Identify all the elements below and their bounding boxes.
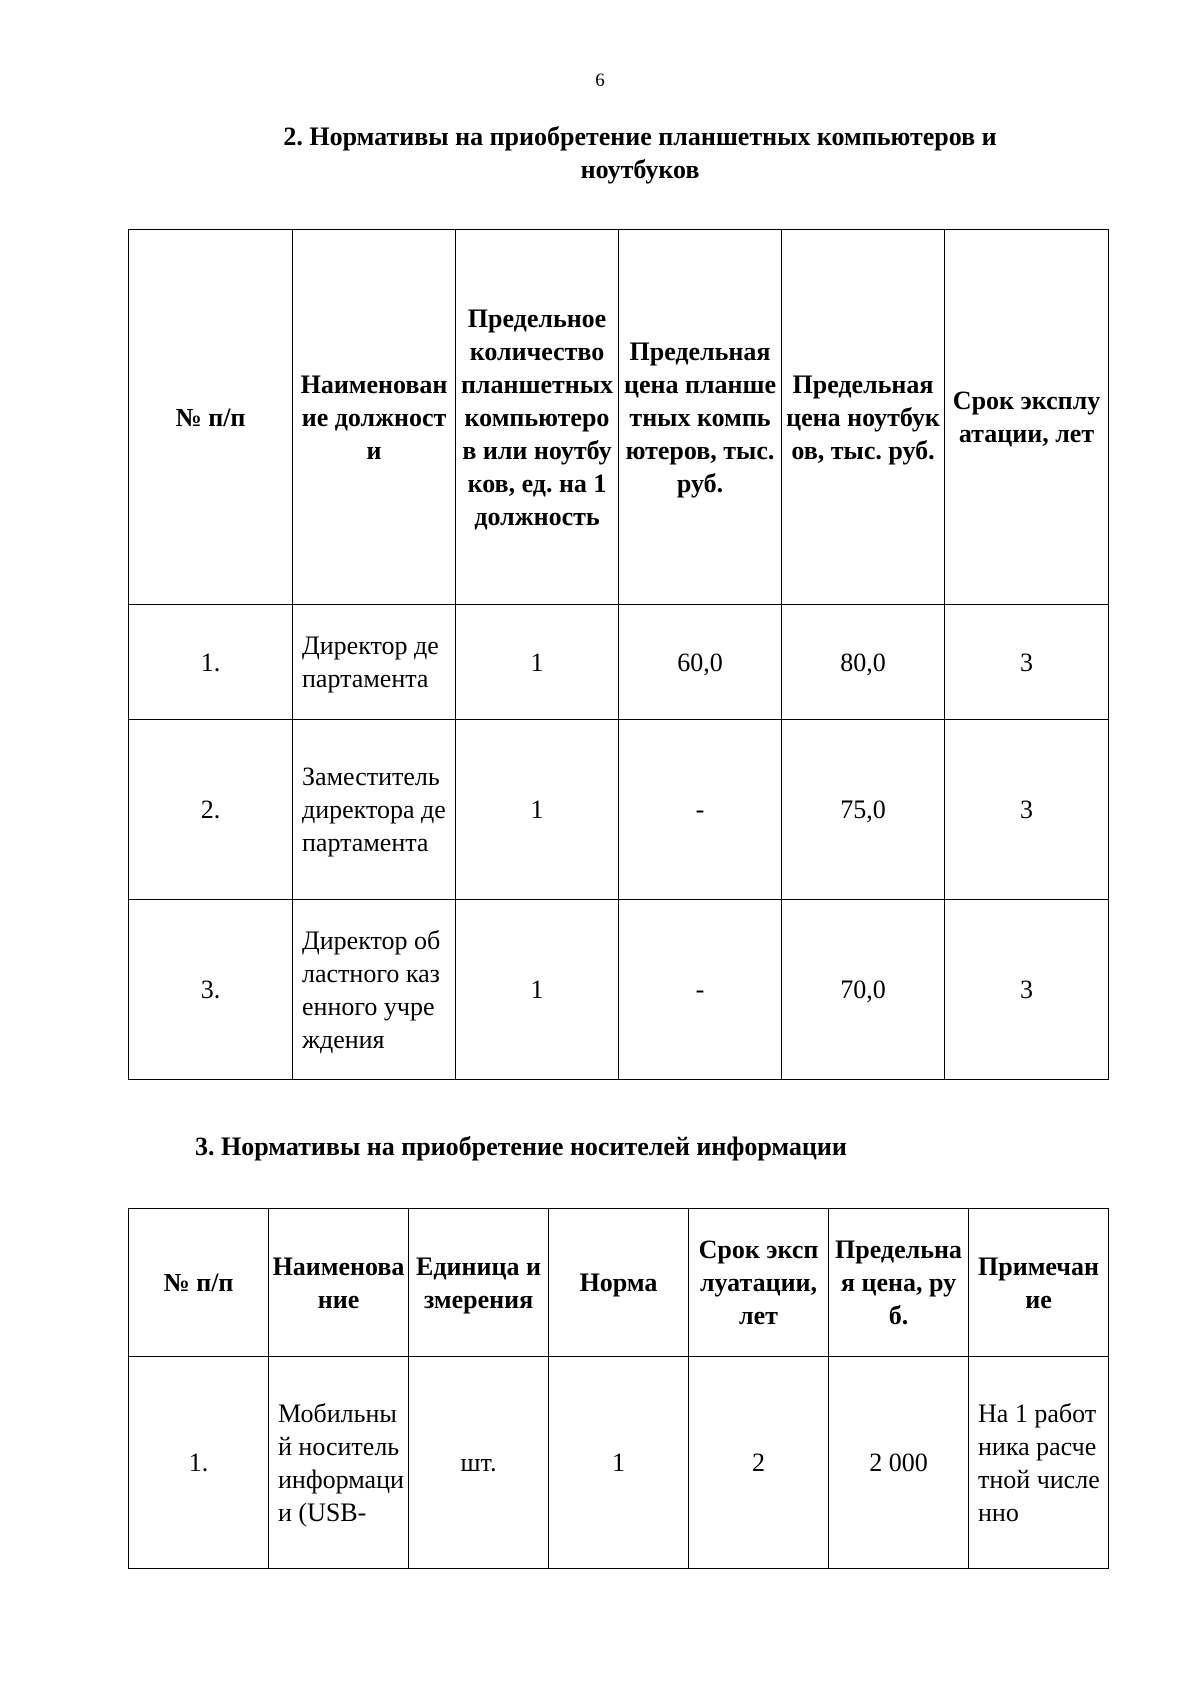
header-name: Наименование (269, 1209, 409, 1357)
cell-tablet-price: - (619, 900, 782, 1080)
cell-position: Заместитель директора департамента (293, 720, 456, 900)
storage-media-norms-table (128, 1208, 1109, 1569)
cell-number: 2. (129, 720, 293, 900)
header-service-life: Срок эксплуатации, лет (689, 1209, 829, 1357)
header-note: Примечание (969, 1209, 1109, 1357)
cell-quantity: 1 (456, 720, 619, 900)
header-unit: Единица измерения (409, 1209, 549, 1357)
cell-max-price: 2 000 (829, 1357, 969, 1569)
section-2-title-line1: 2. Нормативы на приобретение планшетных компьютеров и (283, 122, 997, 151)
cell-service-life: 3 (945, 605, 1109, 720)
section-3-title: 3. Нормативы на приобретение носителей информации (195, 1132, 847, 1161)
header-max-quantity: Предельное количество планшетных компьютеров или ноутбуков, ед. на 1 должность (456, 230, 619, 605)
cell-note: На 1 работника расчетной численно (969, 1357, 1109, 1569)
table-row (129, 720, 1109, 900)
header-service-life: Срок эксплуатации, лет (945, 230, 1109, 605)
cell-service-life: 3 (945, 900, 1109, 1080)
laptops-norms-table (128, 229, 1109, 1080)
cell-laptop-price: 70,0 (782, 900, 945, 1080)
cell-service-life: 3 (945, 720, 1109, 900)
cell-position: Директор департамента (293, 605, 456, 720)
table-row (129, 605, 1109, 720)
section-2-title (200, 120, 1080, 186)
cell-name: Мобильный носитель информации (USB- (269, 1357, 409, 1569)
header-norm: Норма (549, 1209, 689, 1357)
header-tablet-price: Предельная цена планшетных компьютеров, тыс. руб. (619, 230, 782, 605)
header-position: Наименование должности (293, 230, 456, 605)
header-number: № п/п (129, 1209, 269, 1357)
cell-position: Директор областного казенного учреждения (293, 900, 456, 1080)
cell-laptop-price: 75,0 (782, 720, 945, 900)
cell-unit: шт. (409, 1357, 549, 1569)
cell-quantity: 1 (456, 900, 619, 1080)
table-row (129, 900, 1109, 1080)
cell-norm: 1 (549, 1357, 689, 1569)
cell-tablet-price: 60,0 (619, 605, 782, 720)
header-laptop-price: Предельная цена ноутбуков, тыс. руб. (782, 230, 945, 605)
cell-service-life: 2 (689, 1357, 829, 1569)
cell-laptop-price: 80,0 (782, 605, 945, 720)
cell-number: 1. (129, 1357, 269, 1569)
page-number: 6 (595, 70, 605, 91)
cell-tablet-price: - (619, 720, 782, 900)
cell-number: 3. (129, 900, 293, 1080)
table-row (129, 1357, 1109, 1569)
section-2-title-line2: ноутбуков (580, 155, 700, 184)
cell-number: 1. (129, 605, 293, 720)
header-number: № п/п (129, 230, 293, 605)
header-max-price: Предельная цена, руб. (829, 1209, 969, 1357)
cell-quantity: 1 (456, 605, 619, 720)
table-header-row (129, 230, 1109, 605)
table-header-row (129, 1209, 1109, 1357)
